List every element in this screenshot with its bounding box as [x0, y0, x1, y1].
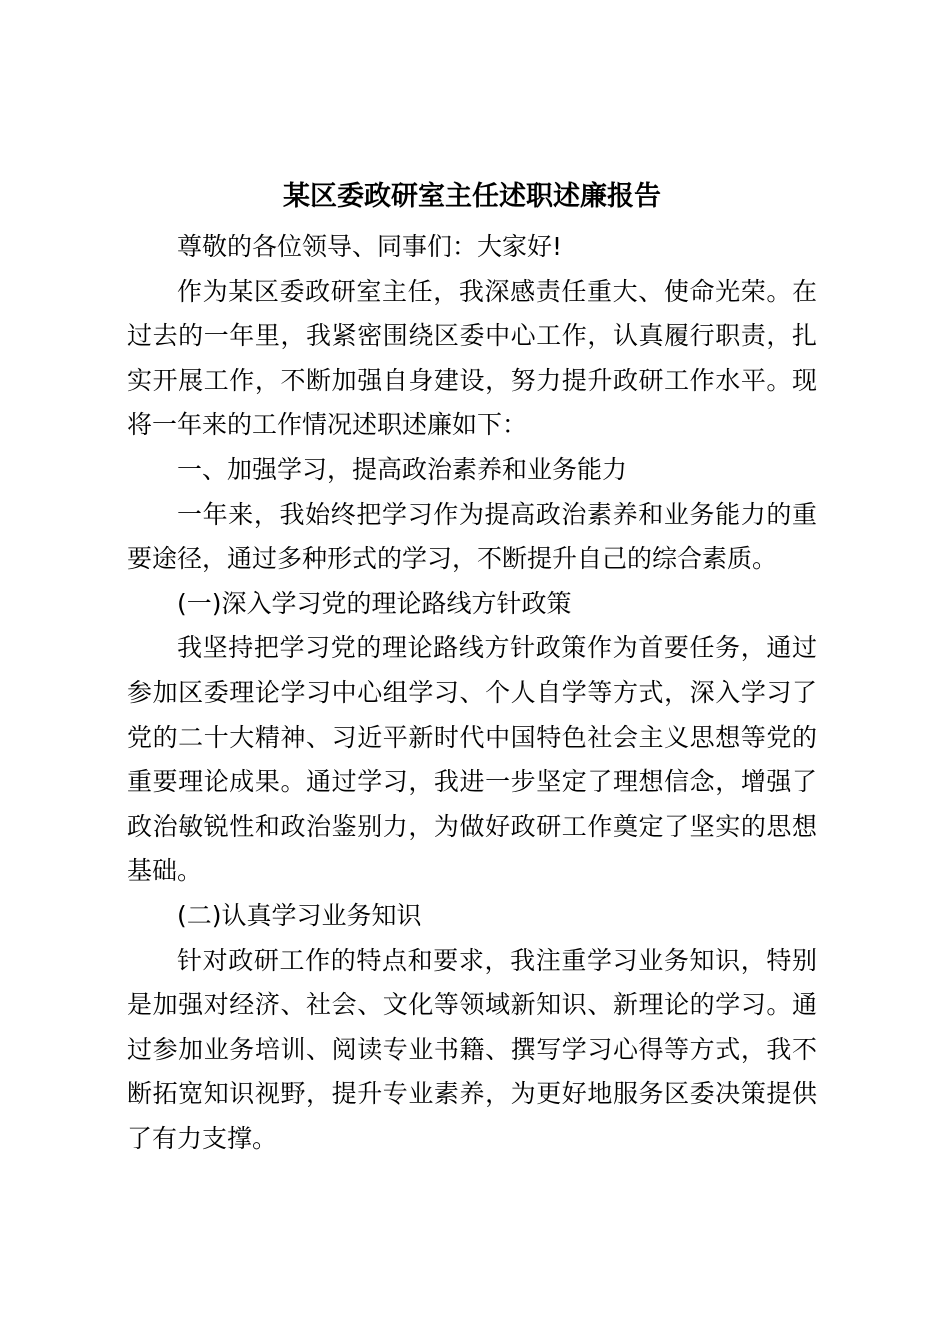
greeting: 尊敬的各位领导、同事们：大家好! — [177, 232, 563, 261]
subsection-2-heading: (二)认真学习业务知识 — [177, 900, 422, 930]
subsection-1-heading: (一)深入学习党的理论路线方针政策 — [177, 588, 572, 618]
document-title: 某区委政研室主任述职述廉报告 — [283, 181, 661, 212]
section-1-heading: 一、加强学习，提高政治素养和业务能力 — [177, 454, 628, 484]
document-page — [127, 175, 817, 1161]
section-1-paragraph: 一年来，我始终把学习作为提高政治素养和业务能力的重要途径，通过多种形式的学习，不断提升自己的综合素质。 — [127, 499, 817, 574]
subsection-1-paragraph: 我坚持把学习党的理论路线方针政策作为首要任务，通过参加区委理论学习中心组学习、个人自学等方式，深入学习了党的二十大精神、习近平新时代中国特色社会主义思想等党的重要理论成果。通过学习，我进一步坚定了理想信念，增强了政治敏锐性和政治鉴别力，为做好政研工作奠定了坚实的思想基础。 — [127, 633, 817, 886]
intro-paragraph: 作为某区委政研室主任，我深感责任重大、使命光荣。在过去的一年里，我紧密围绕区委中心工作，认真履行职责，扎实开展工作，不断加强自身建设，努力提升政研工作水平。现将一年来的工作情况述职述廉如下： — [127, 276, 817, 440]
subsection-2-paragraph: 针对政研工作的特点和要求，我注重学习业务知识，特别是加强对经济、社会、文化等领域新知识、新理论的学习。通过参加业务培训、阅读专业书籍、撰写学习心得等方式，我不断拓宽知识视野，提升专业素养，为更好地服务区委决策提供了有力支撑。 — [127, 945, 817, 1153]
